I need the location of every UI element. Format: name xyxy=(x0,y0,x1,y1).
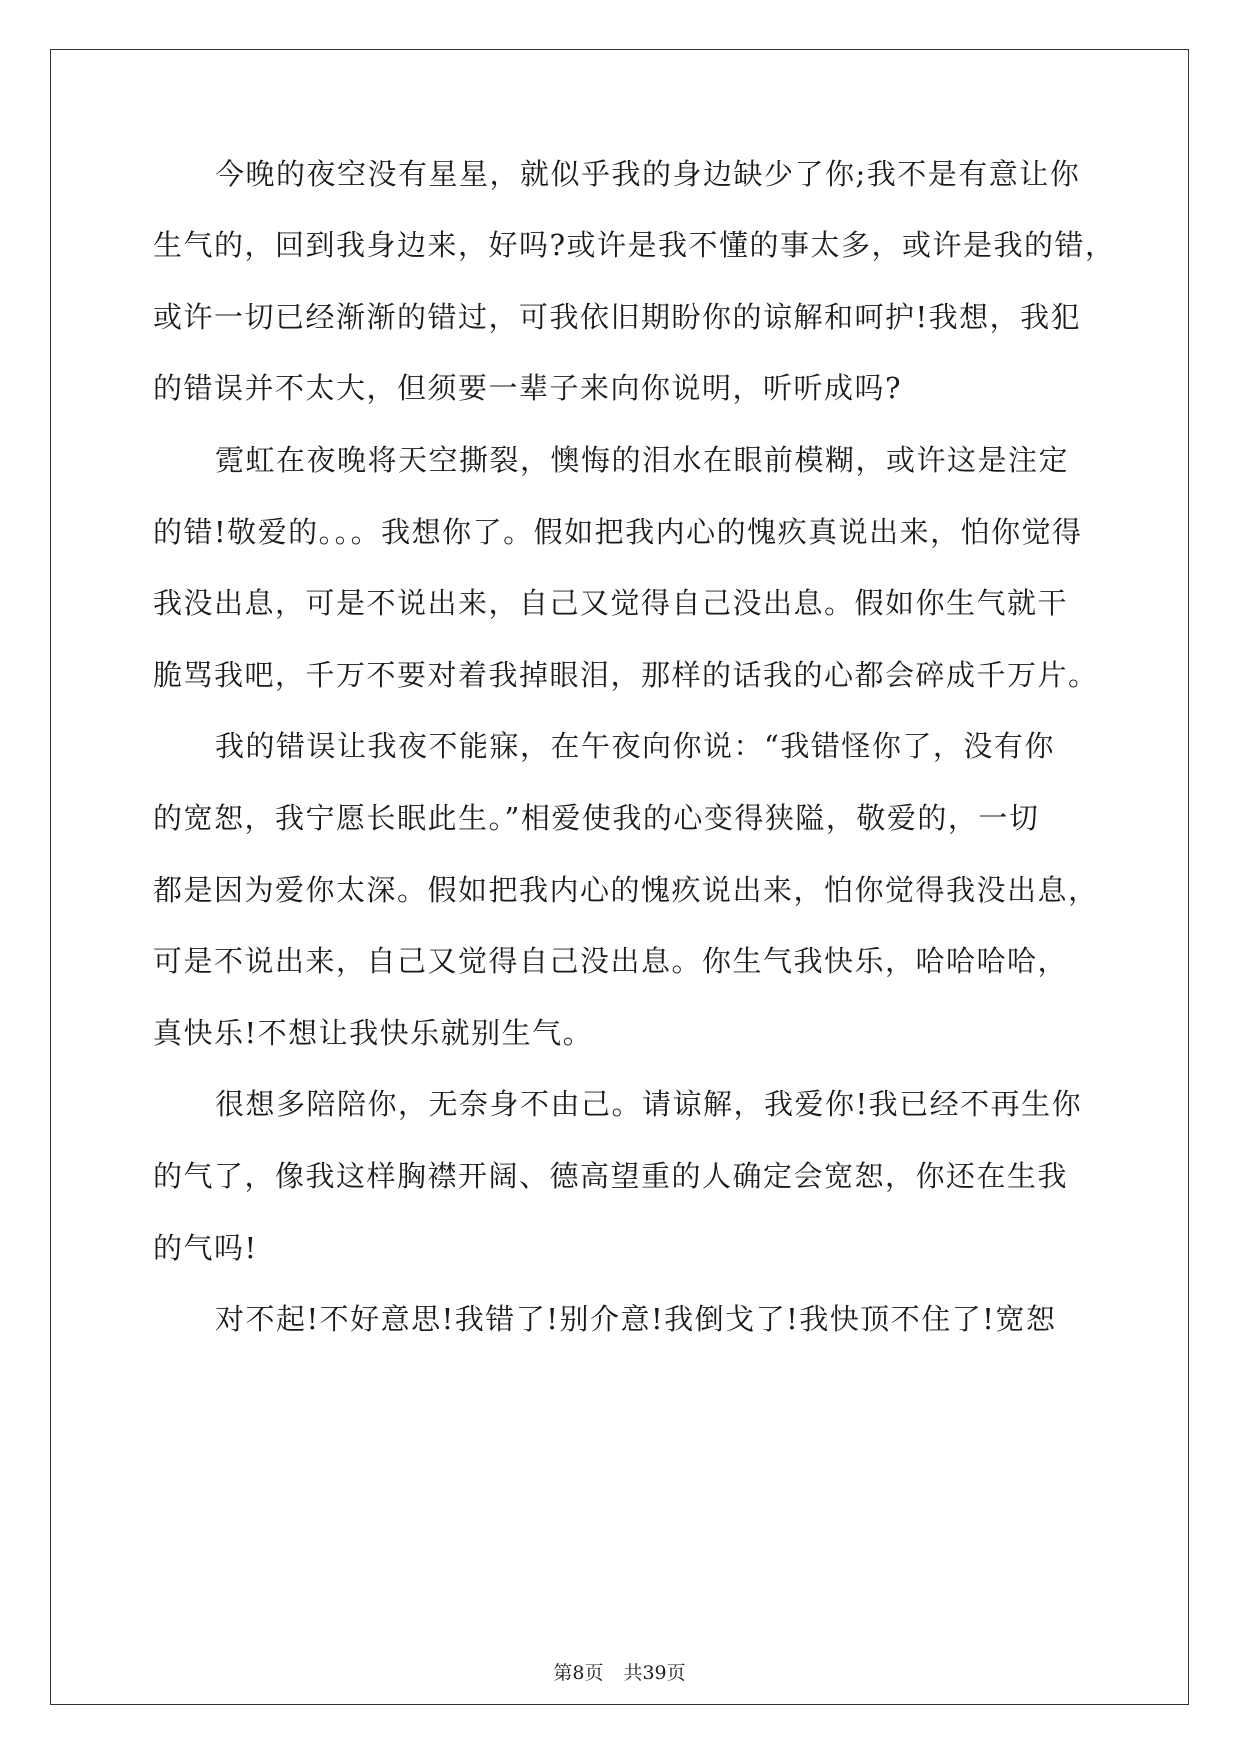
text-line: 脆骂我吧，千万不要对着我掉眼泪，那样的话我的心都会碎成千万片。 xyxy=(153,658,1099,692)
text-line: 的错误并不太大，但须要一辈子来向你说明，听听成吗? xyxy=(153,371,903,405)
page-footer xyxy=(51,1661,1188,1685)
text-line: 对不起!不好意思!我错了!别介意!我倒戈了!我快顶不住了!宽恕 xyxy=(215,1302,1057,1336)
text-line: 我没出息，可是不说出来，自己又觉得自己没出息。假如你生气就干 xyxy=(153,586,1069,620)
text-line: 今晚的夜空没有星星，就似乎我的身边缺少了你;我不是有意让你 xyxy=(215,157,1081,191)
text-line: 的宽恕，我宁愿长眠此生。”相爱使我的心变得狭隘，敬爱的，一切 xyxy=(153,801,1040,835)
page-frame xyxy=(50,49,1189,1705)
text-line: 我的错误让我夜不能寐，在午夜向你说：“我错怪你了，没有你 xyxy=(215,729,1055,763)
body-text xyxy=(51,50,1188,1704)
text-line: 可是不说出来，自己又觉得自己没出息。你生气我快乐，哈哈哈哈， xyxy=(153,944,1069,978)
text-line: 真快乐!不想让我快乐就别生气。 xyxy=(153,1016,594,1050)
page-number: 第8页 xyxy=(553,1662,604,1684)
text-line: 的错!敬爱的。。。我想你了。假如把我内心的愧疚真说出来，怕你觉得 xyxy=(153,515,1083,549)
text-line: 生气的，回到我身边来，好吗?或许是我不懂的事太多，或许是我的错， xyxy=(153,228,1116,262)
page-total: 共39页 xyxy=(623,1662,686,1684)
text-line: 或许一切已经渐渐的错过，可我依旧期盼你的谅解和呵护!我想，我犯 xyxy=(153,300,1082,334)
text-line: 的气吗! xyxy=(153,1231,258,1265)
text-line: 很想多陪陪你，无奈身不由己。请谅解，我爱你!我已经不再生你 xyxy=(215,1087,1083,1121)
text-line: 都是因为爱你太深。假如把我内心的愧疚说出来，怕你觉得我没出息， xyxy=(153,873,1099,907)
text-line: 霓虹在夜晚将天空撕裂，懊悔的泪水在眼前模糊，或许这是注定 xyxy=(215,443,1070,477)
text-line: 的气了，像我这样胸襟开阔、德高望重的人确定会宽恕，你还在生我 xyxy=(153,1159,1069,1193)
